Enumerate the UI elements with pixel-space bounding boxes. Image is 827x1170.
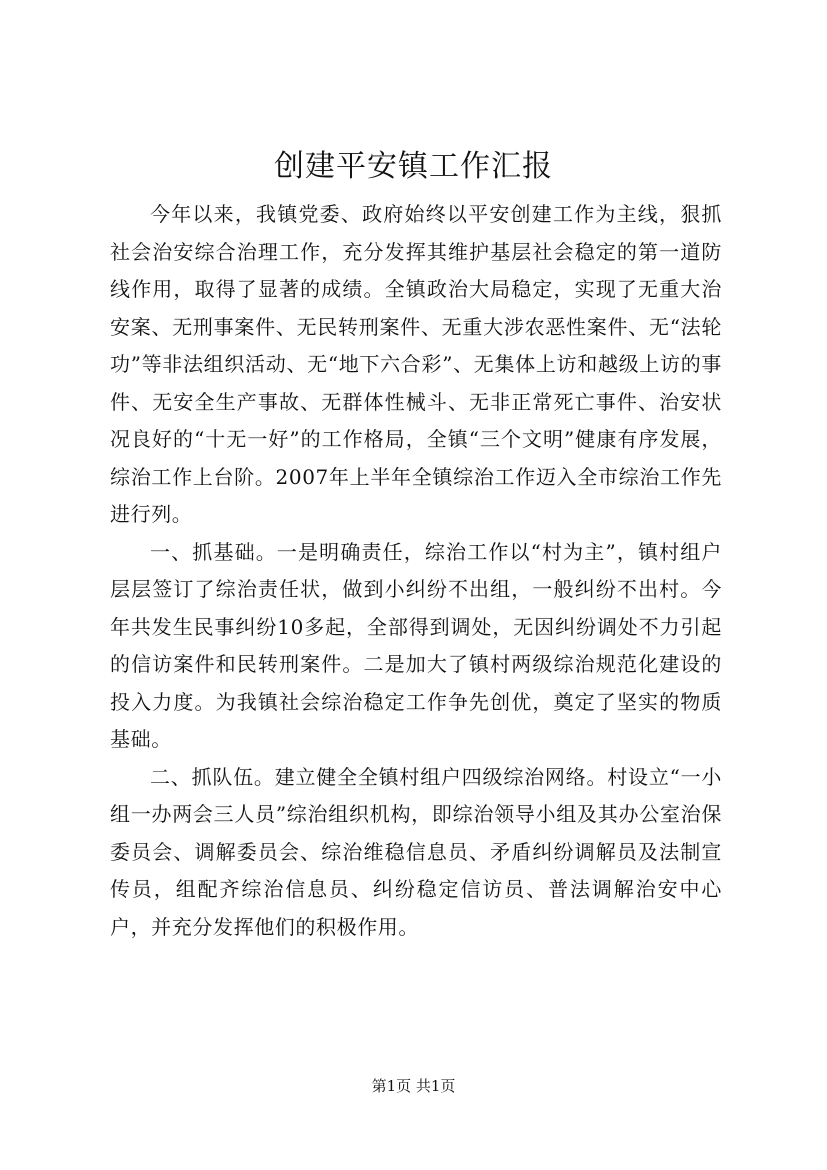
page-footer: 第1页 共1页 xyxy=(371,1077,456,1095)
paragraph-foundation: 一、抓基础。一是明确责任，综治工作以“村为主”，镇村组户层层签订了综治责任状，做到小纠纷不出组，一般纠纷不出村。今年共发生民事纠纷10多起，全部得到调处，无因纠纷调处不力引起的信访案件和民转刑案件。二是加大了镇村两级综治规范化建设的投入力度。为我镇社会综治稳定工作争先创优，奠定了坚实的物质基础。 xyxy=(110,539,722,751)
document-title: 创建平安镇工作汇报 xyxy=(274,149,553,184)
paragraph-team: 二、抓队伍。建立健全全镇村组户四级综治网络。村设立“一小组一办两会三人员”综治组织机构，即综治领导小组及其办公室治保委员会、调解委员会、综治维稳信息员、矛盾纠纷调解员及法制宣传员，组配齐综治信息员、纠纷稳定信访员、普法调解治安中心户，并充分发挥他们的积极作用。 xyxy=(110,764,722,939)
document-body xyxy=(110,196,722,946)
paragraph-intro: 今年以来，我镇党委、政府始终以平安创建工作为主线，狠抓社会治安综合治理工作，充分发挥其维护基层社会稳定的第一道防线作用，取得了显著的成绩。全镇政治大局稳定，实现了无重大治安案、无刑事案件、无民转刑案件、无重大涉农恶性案件、无“法轮功”等非法组织活动、无“地下六合彩”、无集体上访和越级上访的事件、无安全生产事故、无群体性械斗、无非正常死亡事件、治安状况良好的“十无一好”的工作格局，全镇“三个文明”健康有序发展，综治工作上台阶。2007年上半年全镇综治工作迈入全市综治工作先进行列。 xyxy=(110,202,722,526)
